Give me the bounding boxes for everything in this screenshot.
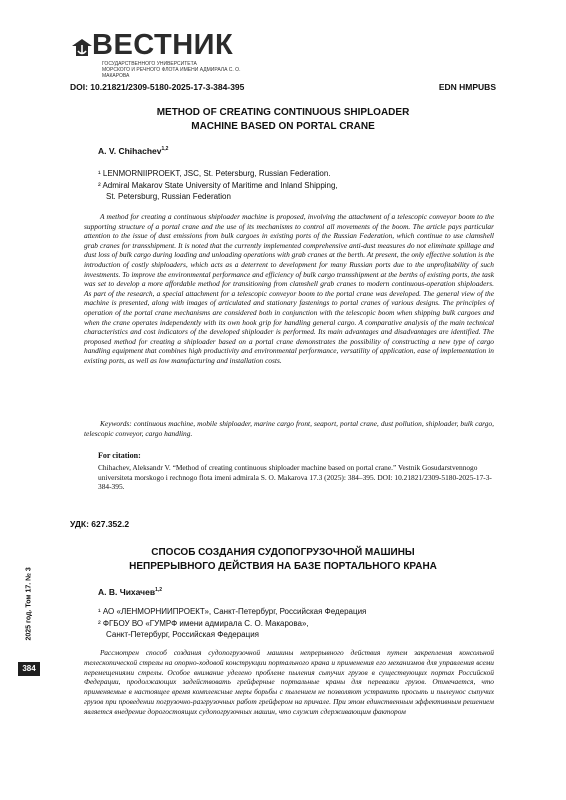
author-ru-sup: 1,2 [155, 587, 163, 594]
udk-code: УДК: 627.352.2 [70, 519, 130, 529]
affiliation-ru-1: ¹ АО «ЛЕНМОРНИИПРОЕКТ», Санкт-Петербург, Российская Федерация [98, 607, 367, 616]
citation-text: Chihachev, Aleksandr V. “Method of creating continuous shiploader machine based on portal crane.” Vestnik Gosudarstvennogo universiteta morskogo i rechnogo flota imeni admirala S. O. Makarova 17.3 (2025): 384–395. DOI: 10.21821/2309-5180-2025-17-3-384-395. [98, 463, 492, 492]
title-ru-line1: СПОСОБ СОЗДАНИЯ СУДОПОГРУЗОЧНОЙ МАШИНЫ [151, 547, 415, 558]
keywords-en: Keywords: continuous machine, mobile shiploader, marine cargo front, seaport, portal crane, dust pollution, shiploader, bulk cargo, telescopic conveyor, cargo handling. [84, 419, 494, 438]
author-ru [98, 587, 162, 597]
author-en-name: A. V. Chihachev [98, 146, 162, 156]
doi: DOI: 10.21821/2309-5180-2025-17-3-384-395 [70, 82, 245, 92]
issue-side-label-text: 2025 год. Том 17. № 3 [25, 567, 33, 641]
title-ru-line2: НЕПРЕРЫВНОГО ДЕЙСТВИЯ НА БАЗЕ ПОРТАЛЬНОГО КРАНА [129, 561, 437, 572]
affiliation-en-1: ¹ LENMORNIIPROEKT, JSC, St. Petersburg, Russian Federation. [98, 169, 331, 178]
journal-header [70, 28, 270, 80]
title-en-line2: MACHINE BASED ON PORTAL CRANE [191, 121, 375, 132]
anchor-logo-icon [70, 36, 94, 60]
logo-subtitle-line2: МОРСКОГО И РЕЧНОГО ФЛОТА ИМЕНИ АДМИРАЛА С. О. МАКАРОВА [102, 67, 241, 79]
affiliation-en-2b: St. Petersburg, Russian Federation [106, 192, 231, 201]
article-title-en [70, 106, 496, 134]
logo-subtitle-line1: ГОСУДАРСТВЕННОГО УНИВЕРСИТЕТА [102, 61, 197, 67]
journal-logo-subtitle [102, 61, 262, 79]
page-number: 384 [18, 662, 40, 676]
issue-side-label [22, 567, 36, 644]
citation-heading: For citation: [98, 451, 141, 460]
affiliation-ru-2a: ² ФГБОУ ВО «ГУМРФ имени адмирала С. О. Макарова», [98, 619, 309, 628]
affiliation-ru-2b: Санкт-Петербург, Российская Федерация [106, 630, 260, 639]
abstract-ru: Рассмотрен способ создания судопогрузочной машины непрерывного действия путем закрепления консольной телескопической стрелы на опорно-ходовой конструкции портального крана и применения его механизмов для управления всеми перемещениями стрелы. Особое внимание уделено проблеме пыления сыпучих грузов в существующих портах Российской Федерации, продолжающих задействовать грейферные портальные краны для перевалки грузов. Отмечается, что применяемые в настоящее время комплексные меры борьбы с пылением не позволяют устранить просыпь и пылеунос сыпучих грузов при проведении погрузочно-разгрузочных работ грейфером на причале. При этом единственным эффективным решением является внедрение дорогостоящих судопогрузочных машин, что служит сдерживающим фактором [84, 648, 494, 716]
journal-logo-title: ВЕСТНИК [92, 29, 234, 61]
author-en [98, 146, 168, 156]
author-en-sup: 1,2 [161, 146, 169, 153]
author-ru-name: А. В. Чихачев [98, 587, 156, 597]
abstract-en: A method for creating a continuous shiploader machine is proposed, involving the attachment of a telescopic conveyor boom to the supporting structure of a portal crane and the use of its mechanisms to control all movements of the boom. The article pays particular attention to the issue of dust emissions from bulk cargoes in existing ports of the Russian Federation, which continue to use clamshell grab cranes for transshipment. It is noted that the currently implemented comprehensive anti-dust measures do not eliminate spillage and dust loss of bulk cargo during loading and unloading operations with grab cranes at the berth. At present, the only effective solution is the introduction of costly shiploaders, which acts as a deterrent to development for many Russian ports due to the unprofitability of such investments. To improve the environmental performance and efficiency of bulk cargo transshipment at the berths of existing ports, the task was set to develop a more affordable method for transitioning from clamshell grab cranes to modern continuous-operation shiploaders. As part of the research, a special attachment for a telescopic conveyor boom to the portal crane was developed. The general view of the machine is presented, along with images of articulated and stationary fastenings to portal cranes of various designs. The principles of operation of the portal crane mechanisms are considered both in conjunction with the telescopic boom when shipping bulk cargoes and when the crane operates independently with its own hook grip for handling general cargo. A comparative analysis of the main technical characteristics and cost indicators of the developed shiploader is performed. Its main advantages and disadvantages are identified. The proposed method for creating a shiploader based on a portal crane demonstrates the possibility of constructing a new type of cargo handling equipment that combines high productivity and environmental performance, versatility of application, ease of implementation in existing ports, as well as low manufacturing and installation costs. [84, 212, 494, 365]
doi-line [70, 82, 496, 92]
affiliation-en-2a: ² Admiral Makarov State University of Maritime and Inland Shipping, [98, 181, 338, 190]
title-en-line1: METHOD OF CREATING CONTINUOUS SHIPLOADER [156, 107, 410, 118]
edn: EDN HMPUBS [438, 82, 496, 92]
article-title-ru [70, 546, 496, 574]
